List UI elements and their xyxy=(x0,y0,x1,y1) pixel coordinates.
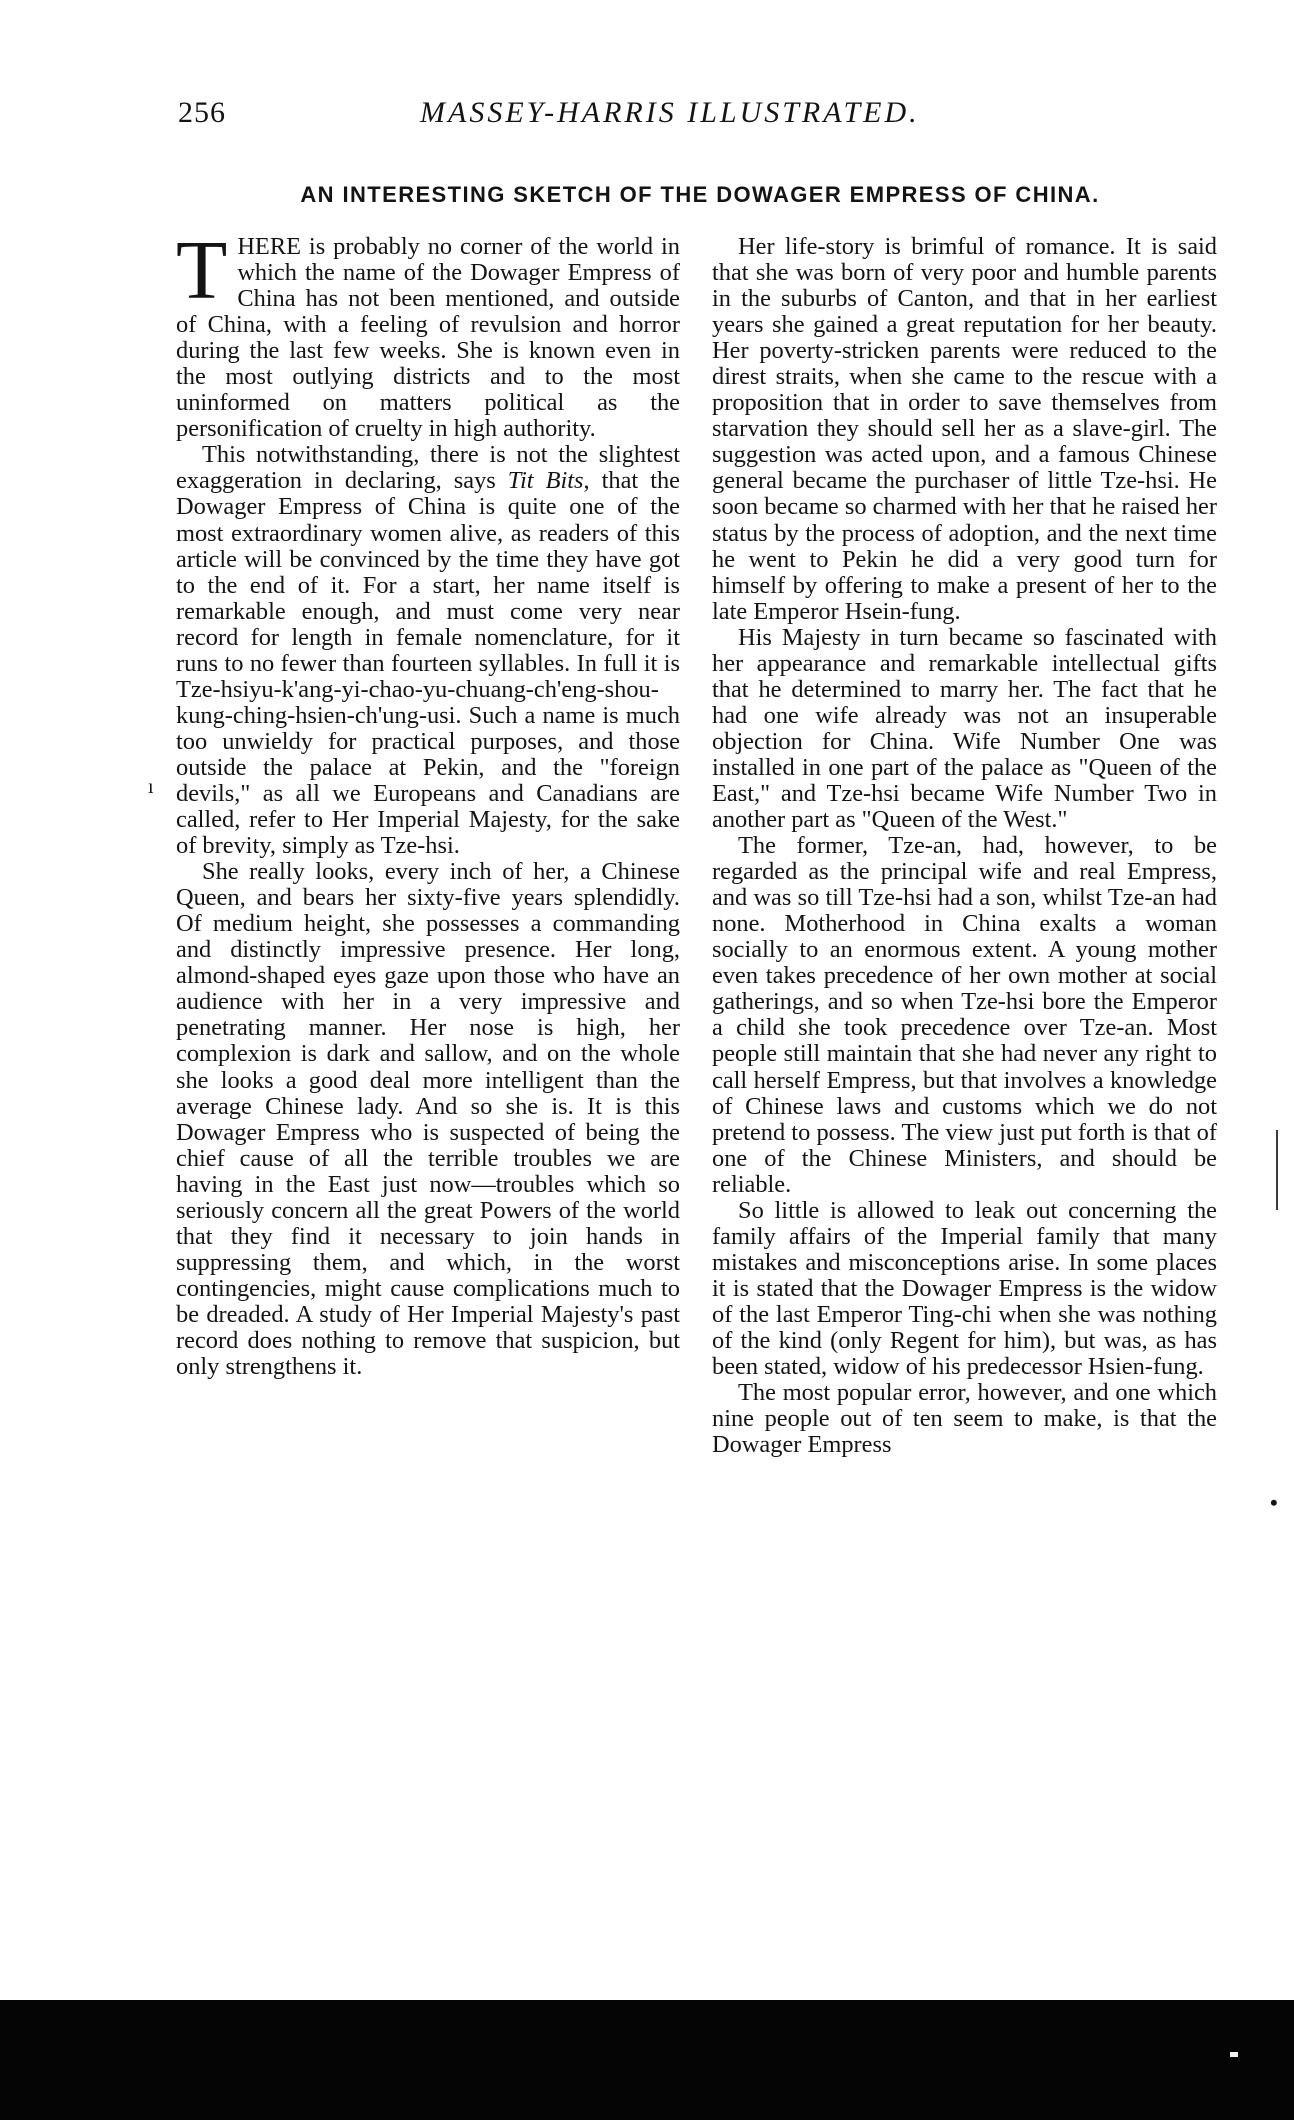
right-column xyxy=(712,234,1217,1458)
paragraph-8: The most popular error, however, and one which nine people out of ten seem to make, is that the Dowager Empress xyxy=(712,1379,1217,1459)
paragraph-3: She really looks, every inch of her, a Chinese Queen, and bears her sixty-five years splendidly. Of medium height, she possesses a commanding and distinctly impressive presence. Her long, almond-shaped eyes gaze upon those who have an audience with her in a very impressive and penetrating manner. Her nose is high, her complexion is dark and sallow, and on the whole she looks a good deal more intelligent than the average Chinese lady. And so she is. It is this Dowager Empress who is suspected of being the chief cause of all the terrible troubles we are having in the East just now—troubles which so seriously concern all the great Powers of the world that they find it necessary to join hands in suppressing them, and which, in the worst contingencies, might cause complications much to be dreaded. A study of Her Imperial Majesty's past record does nothing to remove that suspicion, but only strengthens it. xyxy=(176,858,680,1381)
drop-cap: T xyxy=(176,224,228,317)
paragraph-4: Her life-story is brimful of romance. It is said that she was born of very poor and humble parents in the suburbs of Canton, and that in her earliest years she gained a great reputation for her beauty. Her poverty-stricken parents were reduced to the direst straits, when she came to the rescue with a proposition that in order to save themselves from starvation they should sell her as a slave-girl. The suggestion was acted upon, and a famous Chinese general became the purchaser of little Tze-hsi. He soon became so charmed with her that he raised her status by the process of adoption, and the next time he went to Pekin he did a very good turn for himself by offering to make a present of her to the late Emperor Hsein-fung. xyxy=(712,233,1217,625)
article-title: AN INTERESTING SKETCH OF THE DOWAGER EMPRESS OF CHINA. xyxy=(300,182,1100,207)
running-head xyxy=(160,96,1240,136)
journal-title: MASSEY-HARRIS ILLUSTRATED. xyxy=(420,96,920,129)
paragraph-2-text: , that the Dowager Empress of China is quite one of the most extraordinary women alive, as readers of this article will be convinced by the time they have got to the end of it. For a start, her name itself is remarkable enough, and must come very near record for length in female nomenclature, for it runs to no fewer than fourteen syllables. In full it is Tze-hsiyu-k'ang-yi-chao-yu-chuang-ch'eng-shou-kung-ching-hsien-ch'ung-usi. Such a name is much too unwieldy for practical purposes, and those outside the palace at Pekin, and the "foreign devils," as all we Europeans and Canadians are called, refer to Her Imperial Majesty, for the sake of brevity, simply as Tze-hsi. xyxy=(176,467,680,860)
paragraph-2 xyxy=(176,442,680,859)
paragraph-1-text: HERE is probably no corner of the world in which the name of the Dowager Empress of China has not been mentioned, and outside of China, with a feeling of revulsion and horror during the last few weeks. She is known even in the most outlying districts and to the most uninformed on matters political as the personification of cruelty in high authority. xyxy=(176,233,680,443)
paragraph-5: His Majesty in turn became so fascinated with her appearance and remarkable intellectual gifts that he determined to marry her. The fact that he had one wife already was not an insuperable objection for China. Wife Number One was installed in one part of the palace as "Queen of the East," and Tze-hsi became Wife Number Two in another part as "Queen of the West." xyxy=(712,623,1217,834)
paragraph-2-lead: This notwithstanding, there is not the slightest exaggeration in declaring, says xyxy=(176,441,680,495)
paragraph-6: The former, Tze-an, had, however, to be regarded as the principal wife and real Empress, and was so till Tze-hsi had a son, whilst Tze-an had none. Motherhood in China exalts a woman socially to an enormous extent. A young mother even takes precedence of her own mother at social gatherings, and so when Tze-hsi bore the Emperor a child she took precedence over Tze-an. Most people still maintain that she had never any right to call herself Empress, but that involves a knowledge of Chinese laws and customs which we do not pretend to possess. The view just put forth is that of one of the Chinese Ministers, and should be reliable. xyxy=(712,832,1217,1198)
page-number: 256 xyxy=(178,96,226,129)
scan-bottom-band xyxy=(0,2000,1294,2120)
scan-speck xyxy=(1230,2052,1238,2057)
paragraph-1 xyxy=(176,224,680,443)
page-edge-rule xyxy=(1276,1130,1278,1210)
edge-mark: • xyxy=(1270,1490,1278,1515)
source-publication: Tit Bits xyxy=(507,467,584,495)
margin-mark: ı xyxy=(148,776,154,798)
left-column xyxy=(176,224,680,1381)
paragraph-7: So little is allowed to leak out concerning the family affairs of the Imperial family that many mistakes and misconceptions arise. In some places it is stated that the Dowager Empress is the widow of the last Emperor Ting-chi when she was nothing of the kind (only Regent for him), but was, as has been stated, widow of his predecessor Hsien-fung. xyxy=(712,1196,1217,1381)
